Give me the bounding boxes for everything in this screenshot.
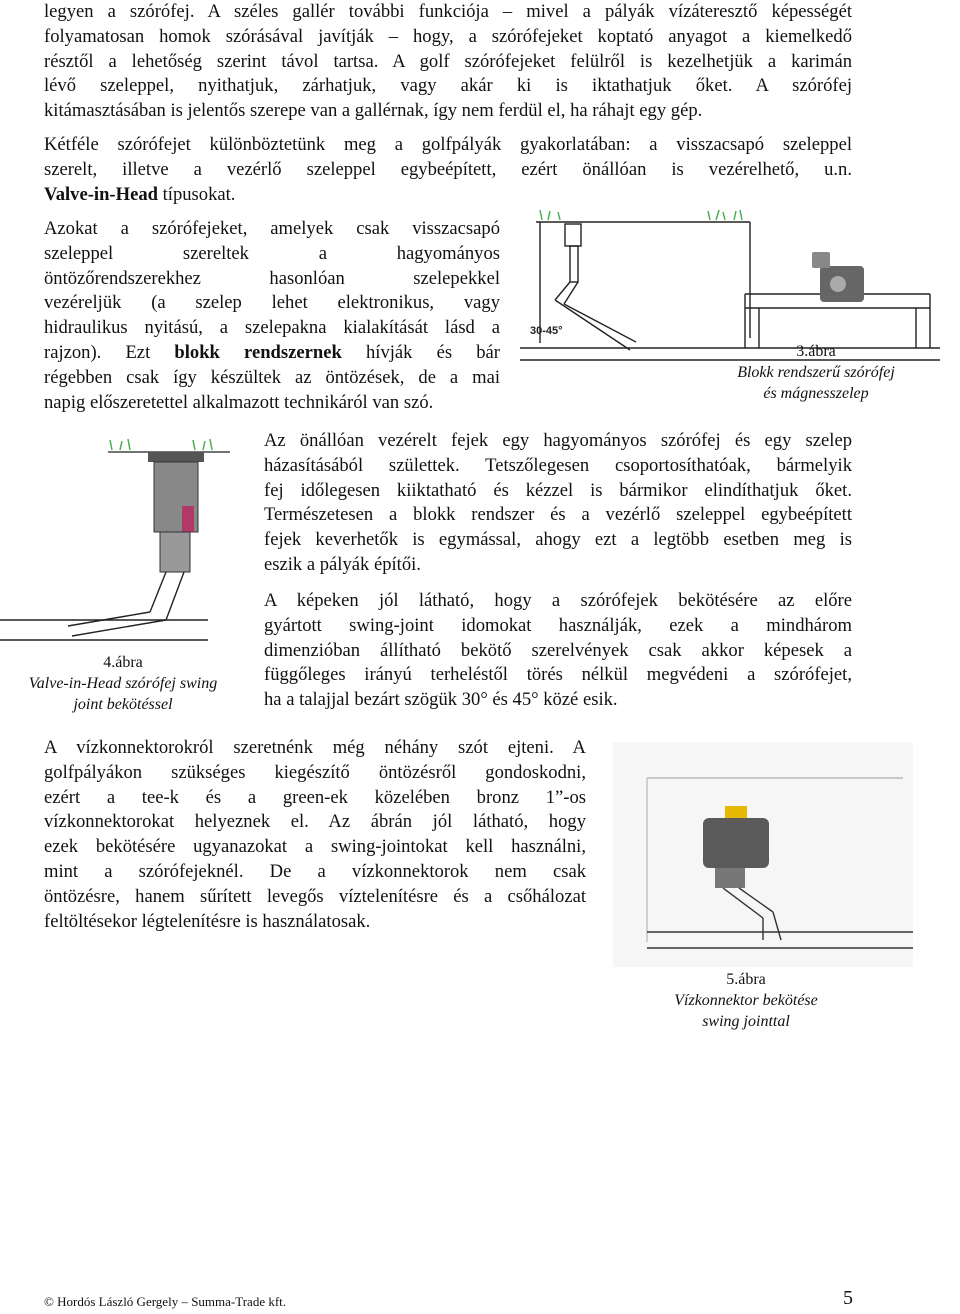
text-line: vezéreljük (a szelep lehet elektronikus, vagy xyxy=(44,292,500,314)
types-paragraph xyxy=(44,133,852,207)
text-line: fejek keverhetők is egymással, ahogy ezt a legtöbb esetben meg is xyxy=(264,529,852,551)
text-line: öntözőrendszerekhez hasonlóan szelepekkel xyxy=(44,267,500,289)
text-line: gyártott swing-joint idomokat használják, ezek a mindhárom xyxy=(264,614,852,636)
caption-line: joint bekötéssel xyxy=(73,696,173,713)
caption-line: Valve-in-Head szórófej swing xyxy=(28,675,218,692)
text-fragment: típusokat. xyxy=(157,183,236,205)
figure-5-water-connector-drawing xyxy=(613,742,913,967)
text-line: legyen a szórófej. A széles gallér további funkciója – mivel a pályák vízáteresztő képességét xyxy=(44,1,852,22)
text-line: Azokat a szórófejeket, amelyek csak visszacsapó xyxy=(44,218,500,239)
text-line: folyamatosan homok szórásával javítják – hogy, a szórófejeket koptató anyagot a kiemelkedő xyxy=(44,25,852,47)
caption-line: Blokk rendszerű szórófej xyxy=(737,364,895,381)
valve-in-head-term: Valve-in-Head xyxy=(44,183,158,205)
text-line: szerelt, illetve a vezérlő szeleppel egybeépített, ezért önállóan is vezérelhető, u.n. xyxy=(44,158,852,180)
text-fragment: rajzon). Ezt xyxy=(44,341,175,363)
page-number: 5 xyxy=(843,1287,853,1309)
caption-line: swing jointtal xyxy=(702,1013,790,1030)
text-line: vízkonnektorokat helyeznek el. Az ábrán jól látható, hogy xyxy=(44,811,586,833)
block-system-term: blokk rendszernek xyxy=(174,341,342,363)
figure-3-caption xyxy=(716,341,916,404)
text-line: régebben csak így készültek az öntözések, de a mai xyxy=(44,366,500,388)
block-system-paragraph xyxy=(44,217,500,415)
text-fragment: hívják és bár xyxy=(341,341,501,363)
text-line: Kétféle szórófejet különböztetünk meg a golfpályák gyakorlatában: a visszacsapó szeleppel xyxy=(44,134,852,155)
grass-icon xyxy=(540,210,742,220)
text-line: öntözésre, hanem sűrített levegős víztelenítésre és a csőhálozat xyxy=(44,885,586,907)
text-line: dimenzióban állítható bekötő szerelvények csak akkor képesek a xyxy=(264,639,852,661)
grass-icon xyxy=(110,439,212,450)
water-connector-paragraph xyxy=(44,736,586,934)
text-line: golfpályákon szükséges kiegészítő öntözésről gondoskodni, xyxy=(44,761,586,783)
text-line: ezért a tee-k és a green-ek közelében bronz 1”-os xyxy=(44,786,586,808)
text-line: eszik a pályák építői. xyxy=(264,553,421,575)
text-line: Az önállóan vezérelt fejek egy hagyományos szórófej és egy szelep xyxy=(264,430,852,451)
text-line: mint a szórófejeknél. De a vízkonnektorok nem csak xyxy=(44,860,586,882)
text-line: ezek bekötésére ugyanazokat a swing-jointokat kell használni, xyxy=(44,836,586,858)
figure-number: 3.ábra xyxy=(796,343,836,360)
figure-4-caption xyxy=(18,652,228,715)
text-line: függőleges irányú terheléstől törés nélkül megvédeni a szórófejet, xyxy=(264,664,852,686)
intro-paragraph xyxy=(44,0,852,124)
text-line: fej időlegesen kiiktatható és kézzel is bármikor elindíthatjuk őket. xyxy=(264,479,852,501)
valve-in-head-paragraph xyxy=(264,429,852,578)
text-line: feltöltésekor légtelenítésre is használatosak. xyxy=(44,910,371,932)
text-line: lévő szeleppel, nyithatjuk, zárhatjuk, vagy akár ki is iktathatjuk őket. A szórófej xyxy=(44,75,852,97)
caption-line: Vízkonnektor bekötése xyxy=(674,992,818,1009)
figure-5-caption xyxy=(646,969,846,1032)
text-line: hidraulikus nyitású, a szelepakna kialakítását lásd a xyxy=(44,317,500,339)
caption-line: és mágnesszelep xyxy=(763,385,869,402)
text-line: Természetesen a blokk rendszer és a vezérlő szeleppel egybeépített xyxy=(264,504,852,526)
text-line: résztől a lehetőség szerint távol tartsa. A golf szórófejeket felülről is kezelhetjük a karimán xyxy=(44,50,852,72)
footer-copyright: © Hordós László Gergely – Summa-Trade kft. xyxy=(44,1294,287,1309)
text-line: A képeken jól látható, hogy a szórófejek bekötésére az előre xyxy=(264,590,852,611)
text-line: kitámasztásában is jelentős szerepe van a gallérnak, így nem ferdül el, ha ráhajt egy gép. xyxy=(44,100,703,122)
swing-joint-paragraph xyxy=(264,589,852,713)
text-line: szeleppel szereltek a hagyományos xyxy=(44,242,500,264)
text-line: A vízkonnektorokról szeretnénk még néhány szót ejteni. A xyxy=(44,737,586,758)
text-line xyxy=(44,183,852,208)
text-line: napig előszeretettel alkalmazott technikáról van szó. xyxy=(44,391,434,413)
figure-number: 5.ábra xyxy=(726,971,766,988)
text-line xyxy=(44,341,500,366)
angle-label: 30-45° xyxy=(530,325,563,337)
figure-number: 4.ábra xyxy=(103,654,143,671)
text-line: házasításából születtek. Tetszőlegesen csoportosíthatóak, bármelyik xyxy=(264,454,852,476)
sprinkler-head-icon xyxy=(148,452,204,572)
text-line: ha a talajjal bezárt szögük 30° és 45° közé esik. xyxy=(264,689,618,711)
figure-4-valve-in-head-drawing xyxy=(0,436,250,646)
